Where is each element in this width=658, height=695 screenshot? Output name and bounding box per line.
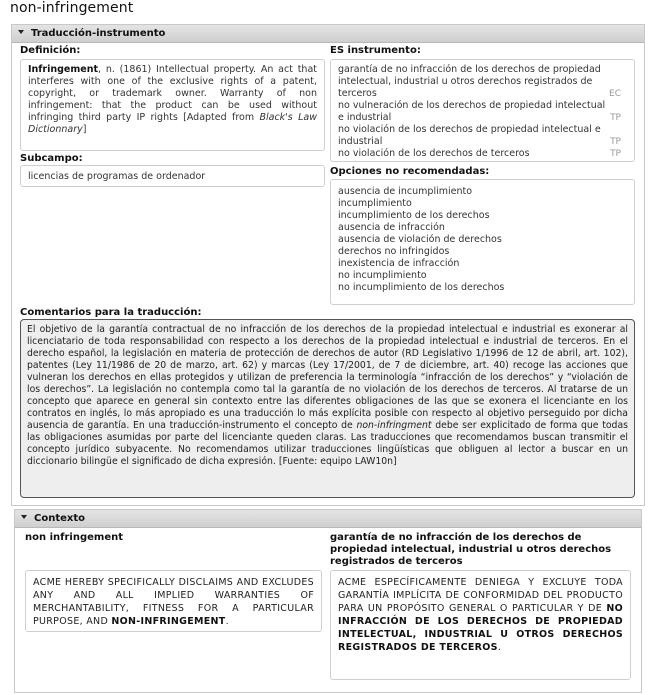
context-left-highlight: NON-INFRINGEMENT xyxy=(111,616,226,627)
context-right-label: garantía de no infracción de los derechos de propiedad intelectual, industrial u otros derechos registrados de terceros xyxy=(330,532,612,567)
not-recommended-item: incumplimiento xyxy=(338,198,412,209)
definition-box xyxy=(20,59,325,151)
context-right-highlight: NO INFRACCIÓN DE LOS DERECHOS DE PROPIEDAD INTELECTUAL, INDUSTRIAL U OTROS DERECHOS REGISTRADOS DE TERCEROS xyxy=(338,603,623,653)
comments-text: El objetivo de la garantía contractual de no infracción de los derechos de la propiedad intelectual e industrial es exonerar al licenciatario de toda responsabilidad con respecto a los derechos de la propiedad intelectual e industrial de terceros. En el derecho español, la legislación en materia de protección de derechos de autor (RD Legislativo 1/1996 de 12 de abril, art. 102), patentes (Ley 11/1986 de 20 de marzo, art. 62) y marcas (Ley 17/2001, de 7 de diciembre, art. 40) recoge las acciones que vulneran los derechos en ellas protegidos y utilizan de preferencia la terminología “infracción de los derechos” y “violación de los derechos”. La legislación no contempla como tal la garantía de no violación de los derechos de terceros. Al tratarse de un concepto que aparece en general sin contexto entre las diferentes obligaciones de las que se exonera el licenciante en los contratos en inglés, lo más apropiado es una traducción lo más explícita posible con respecto al objetivo perseguido por dicha ausencia de garantía. En una traducción-instrumento el concepto de xyxy=(27,324,628,431)
comments-box xyxy=(20,319,635,498)
context-right-box xyxy=(330,570,631,680)
instrument-item xyxy=(338,148,627,160)
not-recommended-item: ausencia de infracción xyxy=(338,222,445,233)
comments-label: Comentarios para la traducción: xyxy=(20,307,202,318)
instrument-tag: TP xyxy=(610,137,621,147)
context-panel-header[interactable] xyxy=(15,510,641,528)
instrument-text: no violación de los derechos de terceros xyxy=(338,148,530,159)
comments-term: non-infringment xyxy=(356,420,432,431)
context-left-label: non infringement xyxy=(25,532,124,543)
comments-text-cont: debe ser explicitado de forma que todas las obligaciones asumidas por parte del licenciante queden claras. Las traducciones que recomendamos buscan transmitir el concepto jurídico subyacente. No recomendamos utilizar traducciones lingüísticas que obliguen al lector a buscar en un diccionario bilingüe el significado de dicha expresión. [Fuente: equipo LAW10n] xyxy=(27,420,628,467)
context-right-text-end: . xyxy=(497,642,502,653)
not-recommended-item: derechos no infringidos xyxy=(338,246,450,257)
context-left-text-end: . xyxy=(225,616,229,627)
instrument-label: ES instrumento: xyxy=(330,45,421,56)
instrument-tag: TP xyxy=(610,149,621,159)
not-recommended-item: no incumplimiento xyxy=(338,270,427,281)
not-recommended-item: no incumplimiento de los derechos xyxy=(338,282,505,293)
subfield-label: Subcampo: xyxy=(20,153,83,164)
translation-panel-header[interactable] xyxy=(12,25,644,43)
caret-down-icon xyxy=(18,30,24,34)
instrument-text: no vulneración de los derechos de propiedad intelectual e industrial xyxy=(338,100,606,123)
instrument-tag: TP xyxy=(610,113,621,123)
instrument-text: no violación de los derechos de propiedad intelectual e industrial xyxy=(338,124,601,147)
context-left-text: ACME HEREBY SPECIFICALLY DISCLAIMS AND EXCLUDES ANY AND ALL IMPLIED WARRANTIES OF MERCHANTABILITY, FITNESS FOR A PARTICULAR PURPOSE, AND xyxy=(33,577,314,627)
page-title: non-infringement xyxy=(10,0,134,16)
context-panel-title: Contexto xyxy=(34,513,85,524)
context-left-box xyxy=(25,570,322,632)
definition-label: Definición: xyxy=(20,45,81,56)
not-recommended-item: ausencia de incumplimiento xyxy=(338,186,473,197)
not-recommended-item: inexistencia de infracción xyxy=(338,258,460,269)
definition-text-end: ] xyxy=(82,124,87,135)
definition-text: , n. (1861) Intellectual property. An act that interferes with one of the exclusive rights of a patent, copyright, or trademark owner. Warranty of non infringement: that the product can be used without infringing third party IP rights [Adapted from xyxy=(28,64,317,123)
not-recommended-box xyxy=(330,179,635,305)
translation-panel-title: Traducción-instrumento xyxy=(31,28,166,39)
definition-term: Infringement xyxy=(28,64,99,75)
caret-down-icon xyxy=(21,515,27,519)
instrument-text: garantía de no infracción de los derechos de propiedad intelectual, industrial u otros derechos registrados de terceros xyxy=(338,64,601,99)
subfield-value: licencias de programas de ordenador xyxy=(28,171,206,182)
instrument-tag: EC xyxy=(609,89,621,99)
context-right-text: ACME ESPECÍFICAMENTE DENIEGA Y EXCLUYE TODA GARANTÍA IMPLÍCITA DE CONFORMIDAD DEL PRODUCTO PARA UN PROPÓSITO GENERAL O PARTICULAR Y DE xyxy=(338,577,623,614)
not-recommended-item: ausencia de violación de derechos xyxy=(338,234,502,245)
subfield-box xyxy=(20,165,325,187)
not-recommended-label: Opciones no recomendadas: xyxy=(330,166,490,177)
instrument-item xyxy=(338,100,627,124)
instrument-item xyxy=(338,64,627,100)
definition-source: Black's Law Dictionnary xyxy=(28,112,317,135)
instrument-item xyxy=(338,124,627,148)
not-recommended-item: incumplimiento de los derechos xyxy=(338,210,490,221)
instrument-box xyxy=(330,59,635,162)
